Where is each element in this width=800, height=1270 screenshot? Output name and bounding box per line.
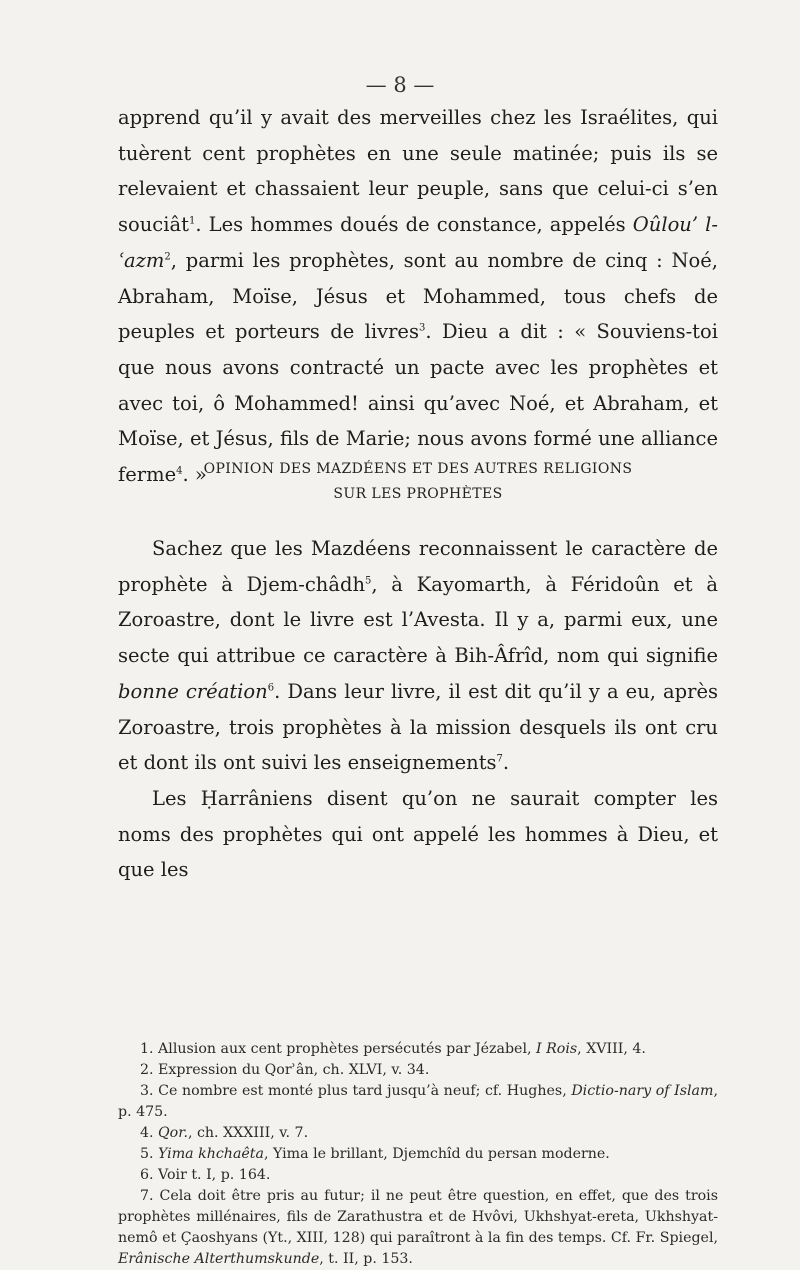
page-number: — 8 —	[365, 73, 435, 97]
footnotes	[118, 1039, 718, 1270]
footnote-1	[118, 1039, 718, 1060]
footnote-number: 5.	[140, 1146, 159, 1162]
italic-term: bonne création	[118, 679, 268, 703]
footnote-ref: 4	[176, 465, 183, 477]
footnote-number: 4.	[140, 1125, 159, 1141]
footnote-ref: 2	[164, 251, 171, 263]
section-body	[118, 531, 718, 888]
paragraph-text	[118, 100, 718, 493]
italic-title: Yima khchaêta	[158, 1146, 264, 1162]
text-run: . Dans leur livre, il est dit qu’il y a eu, après Zoroastre, trois prophètes à la mission desquels ils ont cru et dont ils ont suivi les enseignements	[118, 679, 718, 775]
footnote-6: 6. Voir t. I, p. 164.	[140, 1167, 271, 1183]
text-run: , ch. XXXIII, v. 7.	[187, 1125, 309, 1141]
section-heading	[100, 457, 736, 507]
footnote-ref: 3	[418, 322, 426, 334]
footnote-5	[118, 1144, 718, 1165]
text-run: , à Kayomarth, à Féridoûn et à Zoroastre, dont le livre est l’Avesta. Il y a, parmi eux, une secte qui attribue ce caractère à Bih-Âfrîd, nom qui signifie	[118, 572, 718, 668]
paragraph-harraniens: Les Ḥarrâniens disent qu’on ne saurait compter les noms des prophètes qui ont appelé les hommes à Dieu, et que les	[118, 786, 718, 882]
text-run: . »	[182, 463, 207, 487]
footnote-ref: 6	[267, 682, 275, 694]
footnote-ref: 5	[365, 575, 372, 587]
paragraph-mazdeens	[118, 531, 718, 781]
section-heading-line1: OPINION DES MAZDÉENS ET DES AUTRES RELIGIONS	[203, 461, 633, 477]
text-run: 1. Allusion aux cent prophètes persécutés par Jézabel,	[140, 1041, 537, 1057]
text-run: . Dieu a dit : « Souviens-toi que nous avons contracté un pacte avec les prophètes et avec toi, ô Mohammed! ainsi qu’avec Noé, et Abraham, et Moïse, et Jésus, fils de Marie; nous avons formé une alliance ferme	[118, 320, 718, 487]
italic-title: Dictio-nary of Islam	[571, 1083, 714, 1099]
footnote-ref: 7	[496, 753, 503, 765]
footnote-ref: 1	[188, 215, 196, 227]
text-run: 7. Cela doit être pris au futur; il ne peut être question, en effet, que des trois prophètes millénaires, fils de Zarathustra et de Hvôvi, Ukhshyat-ereta, Ukhshyat-nemô et Çaoshyans (Yt., XIII, 128) qui paraîtront à la fin des temps. Cf. Fr. Spiegel,	[118, 1188, 718, 1246]
footnote-4	[118, 1123, 718, 1144]
text-run: , p. 475.	[118, 1083, 718, 1120]
footnote-7	[118, 1186, 718, 1270]
italic-title: I Rois	[536, 1041, 578, 1057]
italic-title: Qor.	[158, 1125, 188, 1141]
text-run: , Yima le brillant, Djemchîd du persan moderne.	[263, 1146, 610, 1162]
text-run: , parmi les prophètes, sont au nombre de cinq : Noé, Abraham, Moïse, Jésus et Mohammed, tous chefs de peuples et porteurs de livres	[118, 248, 718, 344]
arabic-term: Oûlou’ l-ʿazm	[118, 213, 718, 272]
text-run: . Les hommes doués de constance, appelés	[195, 213, 633, 237]
paragraph-continuation	[118, 100, 718, 493]
text-run: , t. II, p. 153.	[319, 1251, 413, 1267]
text-run: .	[502, 751, 510, 775]
footnote-3	[118, 1081, 718, 1123]
section-heading-line2: SUR LES PROPHÈTES	[333, 486, 503, 502]
text-run: Sachez que les Mazdéens reconnaissent le caractère de prophète à Djem-châdh	[118, 537, 718, 596]
text-run: apprend qu’il y avait des merveilles chez les Israélites, qui tuèrent cent prophètes en une seule matinée; puis ils se relevaient et chassaient leur peuple, sans que celui-ci s’en souciât	[118, 106, 718, 237]
text-run: , XVIII, 4.	[577, 1041, 646, 1057]
text-run: 3. Ce nombre est monté plus tard jusqu’à neuf; cf. Hughes,	[140, 1083, 572, 1099]
footnote-2: 2. Expression du Qorʾân, ch. XLVI, v. 34.	[140, 1062, 430, 1078]
italic-title: Erânische Alterthumskunde	[118, 1251, 320, 1267]
